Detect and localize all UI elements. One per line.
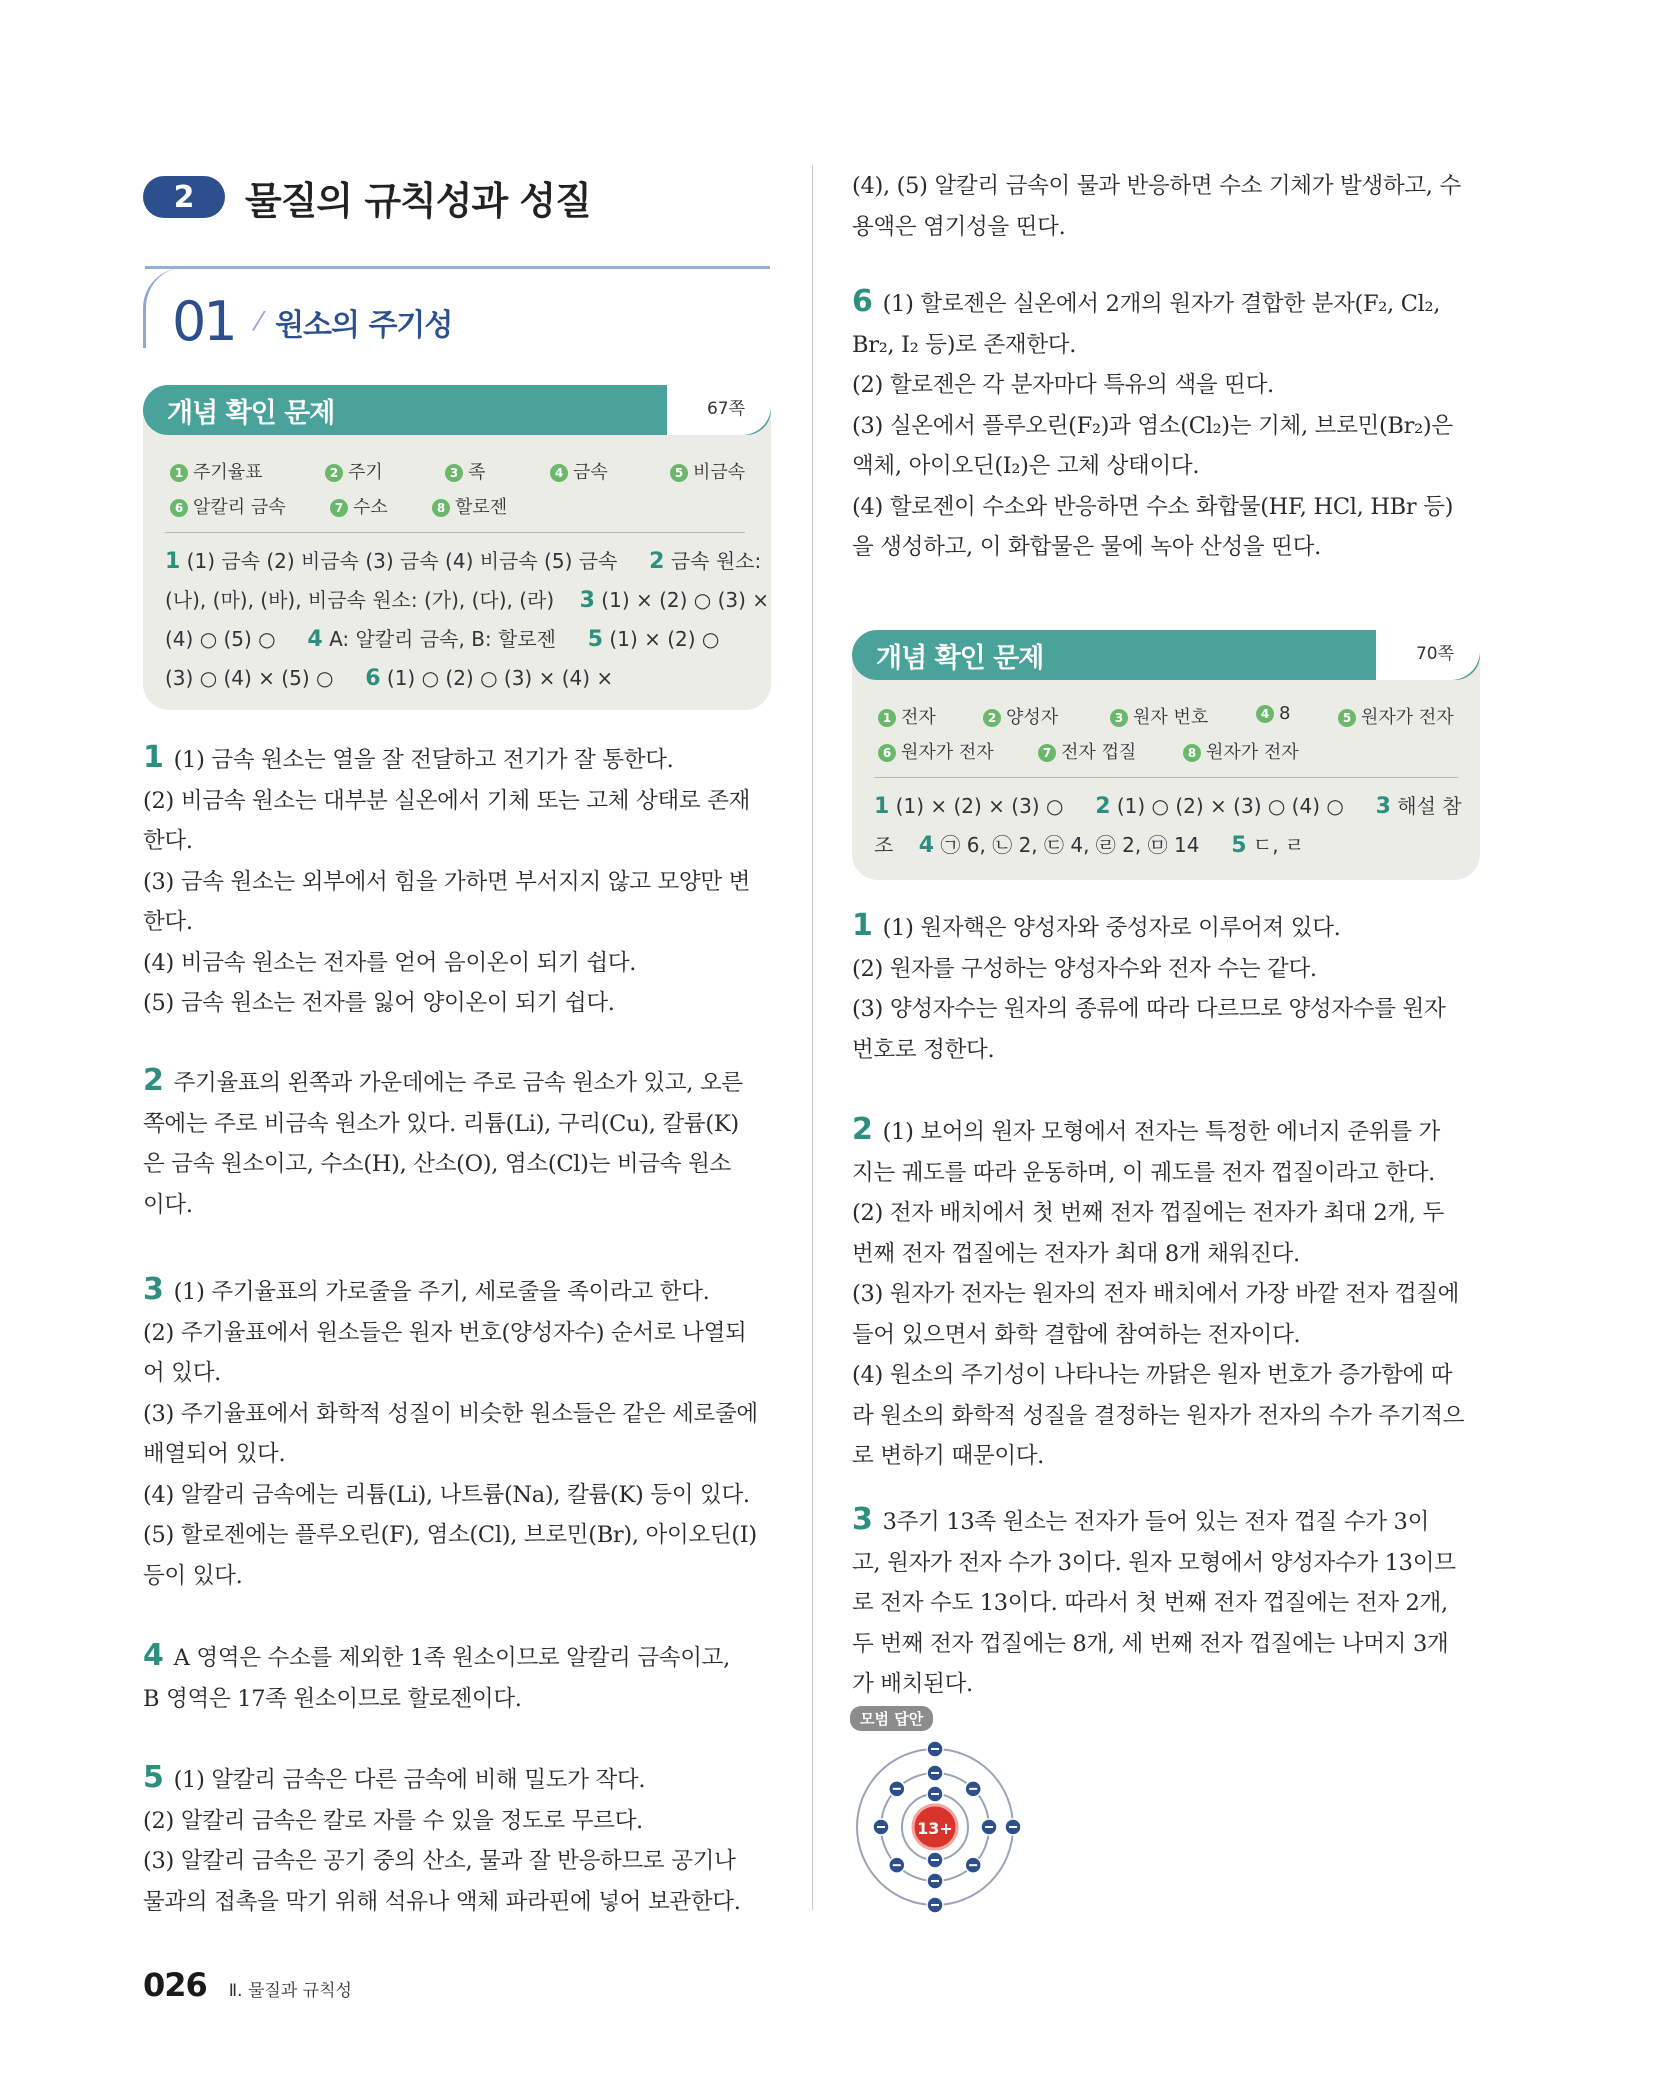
term-item: 5 원자가 전자 [1338,703,1454,729]
term-item: 1 주기율표 [170,458,263,484]
number-2-icon: 2 [325,464,343,482]
section-number: 01 [172,290,235,353]
concept-box-2-answers [874,787,1462,865]
term-item: 3 원자 번호 [1110,703,1208,729]
number-6-icon: 6 [878,744,896,762]
concept-box-1-page: 67쪽 [667,377,771,435]
section-header [172,290,452,353]
concept-box-1-answers [165,542,769,698]
number-3-icon: 3 [1110,709,1128,727]
term-item: 8 원자가 전자 [1183,738,1299,764]
section-rule [145,266,770,269]
number-2-icon: 2 [983,709,1001,727]
concept-box-2-label: 개념 확인 문제 [876,643,1044,674]
answer-paragraph-5: 5 (1) 알칼리 금속은 다른 금속에 비해 밀도가 작다. (2) 알칼리 금속은 칼로 자를 수 있을 정도로 무르다. (3) 알칼리 금속은 공기 중의 산소, 물과 잘 반응하므로 공기나 물과의 접촉을 막기 위해 석유나 액체 파라핀에 넣어 보관한다. [143,1760,741,1915]
term-item: 2 양성자 [983,703,1058,729]
section-slash: ⁄ [256,306,262,337]
answer-line: 1 (1) × (2) × (3) ○ 2 (1) ○ (2) × (3) ○ (4) ○ 3 해설 참 [874,794,1462,819]
term-item: 4 금속 [550,458,608,484]
nucleus-label: 13+ [917,1819,953,1838]
question-number: 4 [143,1638,164,1673]
concept-box-2-divider [874,777,1458,778]
concept-box-2-header [852,630,1480,680]
number-1-icon: 1 [170,464,188,482]
term-item: 5 비금속 [670,458,745,484]
number-7-icon: 7 [1038,744,1056,762]
answer-line: 조 4 ㉠ 6, ㉡ 2, ㉢ 4, ㉣ 2, ㉤ 14 5 ㄷ, ㄹ [874,833,1305,858]
answer-paragraph-4: 4 A 영역은 수소를 제외한 1족 원소이므로 알칼리 금속이고, B 영역은 17족 원소이므로 할로젠이다. [143,1638,730,1712]
concept-box-1-divider [165,532,745,533]
answer-paragraph-5-continued: (4), (5) 알칼리 금속이 물과 반응하면 수소 기체가 발생하고, 수 용액은 염기성을 띤다. [852,173,1461,240]
answer-line: (3) ○ (4) × (5) ○ 6 (1) ○ (2) ○ (3) × (4) × [165,666,614,691]
question-number: 3 [852,1502,873,1537]
number-3-icon: 3 [445,464,463,482]
chapter-title: 물질의 규칙성과 성질 [245,178,591,223]
question-number: 1 [143,740,164,775]
term-item: 1 전자 [878,703,936,729]
question-number: 1 [852,908,873,943]
answer-line: 1 (1) 금속 (2) 비금속 (3) 금속 (4) 비금속 (5) 금속 2 금속 원소: [165,549,762,574]
column-divider [812,165,813,1910]
answer-paragraph-6: 6 (1) 할로젠은 실온에서 2개의 원자가 결합한 분자(F₂, Cl₂, Br₂, I₂ 등)로 존재한다. (2) 할로젠은 각 분자마다 특유의 색을 띤다. (3) 실온에서 플루오린(F₂)과 염소(Cl₂)는 기체, 브로민(Br₂)은 액체, 아이오딘(I₂)은 고체 상태이다. (4) 할로젠이 수소와 반응하면 수소 화합물(HF, HCl, HBr 등) 을 생성하고, 이 화합물은 물에 녹아 산성을 띤다. [852,284,1454,560]
concept-box-2-page: 70쪽 [1376,622,1480,680]
term-item: 7 수소 [330,493,388,519]
question-number: 3 [143,1272,164,1307]
question-number: 2 [143,1063,164,1098]
number-7-icon: 7 [330,499,348,517]
number-8-icon: 8 [1183,744,1201,762]
question-number: 2 [852,1112,873,1147]
number-4-icon: 4 [550,464,568,482]
answer-paragraph-1: 1 (1) 금속 원소는 열을 잘 전달하고 전기가 잘 통한다. (2) 비금속 원소는 대부분 실온에서 기체 또는 고체 상태로 존재 한다. (3) 금속 원소는 외부에서 힘을 가하면 부서지지 않고 모양만 변 한다. (4) 비금속 원소는 전자를 얻어 음이온이 되기 쉽다. (5) 금속 원소는 전자를 잃어 양이온이 되기 쉽다. [143,740,751,1016]
answer-line: (4) ○ (5) ○ 4 A: 알칼리 금속, B: 할로젠 5 (1) × (2) ○ [165,627,720,652]
number-1-icon: 1 [878,709,896,727]
concept-box-1-header [143,385,771,435]
page-footer [143,1966,352,2004]
answer-line: (나), (마), (바), 비금속 원소: (가), (다), (라) 3 (1) × (2) ○ (3) × [165,588,770,613]
question-number: 6 [852,284,873,319]
term-item: 7 전자 껍질 [1038,738,1136,764]
number-5-icon: 5 [1338,709,1356,727]
section-title: 원소의 주기성 [275,307,453,343]
answer-paragraph-2: 2 주기율표의 왼쪽과 가운데에는 주로 금속 원소가 있고, 오른 쪽에는 주로 비금속 원소가 있다. 리튬(Li), 구리(Cu), 칼륨(K) 은 금속 원소이고, 수소(H), 산소(O), 염소(Cl)는 비금속 원소 이다. [143,1063,743,1218]
number-4-icon: 4 [1256,705,1274,723]
term-item: 6 알칼리 금속 [170,493,286,519]
answer-paragraph-r3: 3 3주기 13족 원소는 전자가 들어 있는 전자 껍질 수가 3이 고, 원자가 전자 수가 3이다. 원자 모형에서 양성자수가 13이므 로 전자 수도 13이다. 따라서 첫 번째 전자 껍질에는 전자 2개, 두 번째 전자 껍질에는 8개, 세 번째 전자 껍질에는 나머지 3개 가 배치된다. [852,1502,1456,1697]
page-number: 026 [143,1966,207,2004]
term-item: 8 할로젠 [432,493,507,519]
term-item: 6 원자가 전자 [878,738,994,764]
term-item: 2 주기 [325,458,383,484]
model-answer-tag: 모범 답안 [850,1706,933,1731]
question-number: 5 [143,1760,164,1795]
chapter-header [143,172,591,222]
footer-text: Ⅱ. 물질과 규칙성 [228,1981,352,2001]
answer-paragraph-3: 3 (1) 주기율표의 가로줄을 주기, 세로줄을 족이라고 한다. (2) 주기율표에서 원소들은 원자 번호(양성자수) 순서로 나열되 어 있다. (3) 주기율표에서 화학적 성질이 비슷한 원소들은 같은 세로줄에 배열되어 있다. (4) 알칼리 금속에는 리튬(Li), 나트륨(Na), 칼륨(K) 등이 있다. (5) 할로젠에는 플루오린(F), 염소(Cl), 브로민(Br), 아이오딘(I) 등이 있다. [143,1272,758,1589]
chapter-number-badge: 2 [143,176,225,218]
atom-model-diagram [848,1740,1023,1915]
term-item: 4 8 [1256,703,1290,724]
number-6-icon: 6 [170,499,188,517]
number-5-icon: 5 [670,464,688,482]
concept-box-1-label: 개념 확인 문제 [167,398,335,429]
answer-paragraph-r1: 1 (1) 원자핵은 양성자와 중성자로 이루어져 있다. (2) 원자를 구성하는 양성자수와 전자 수는 같다. (3) 양성자수는 원자의 종류에 따라 다르므로 양성자수를 원자 번호로 정한다. [852,908,1446,1063]
number-8-icon: 8 [432,499,450,517]
term-item: 3 족 [445,458,485,484]
answer-paragraph-r2: 2 (1) 보어의 원자 모형에서 전자는 특정한 에너지 준위를 가 지는 궤도를 따라 운동하며, 이 궤도를 전자 껍질이라고 한다. (2) 전자 배치에서 첫 번째 전자 껍질에는 전자가 최대 2개, 두 번째 전자 껍질에는 전자가 최대 8개 채워진다. (3) 원자가 전자는 원자의 전자 배치에서 가장 바깥 전자 껍질에 들어 있으면서 화학 결합에 참여하는 전자이다. (4) 원소의 주기성이 나타나는 까닭은 원자 번호가 증가함에 따 라 원소의 화학적 성질을 결정하는 원자가 전자의 수가 주기적으 로 변하기 때문이다. [852,1112,1465,1469]
